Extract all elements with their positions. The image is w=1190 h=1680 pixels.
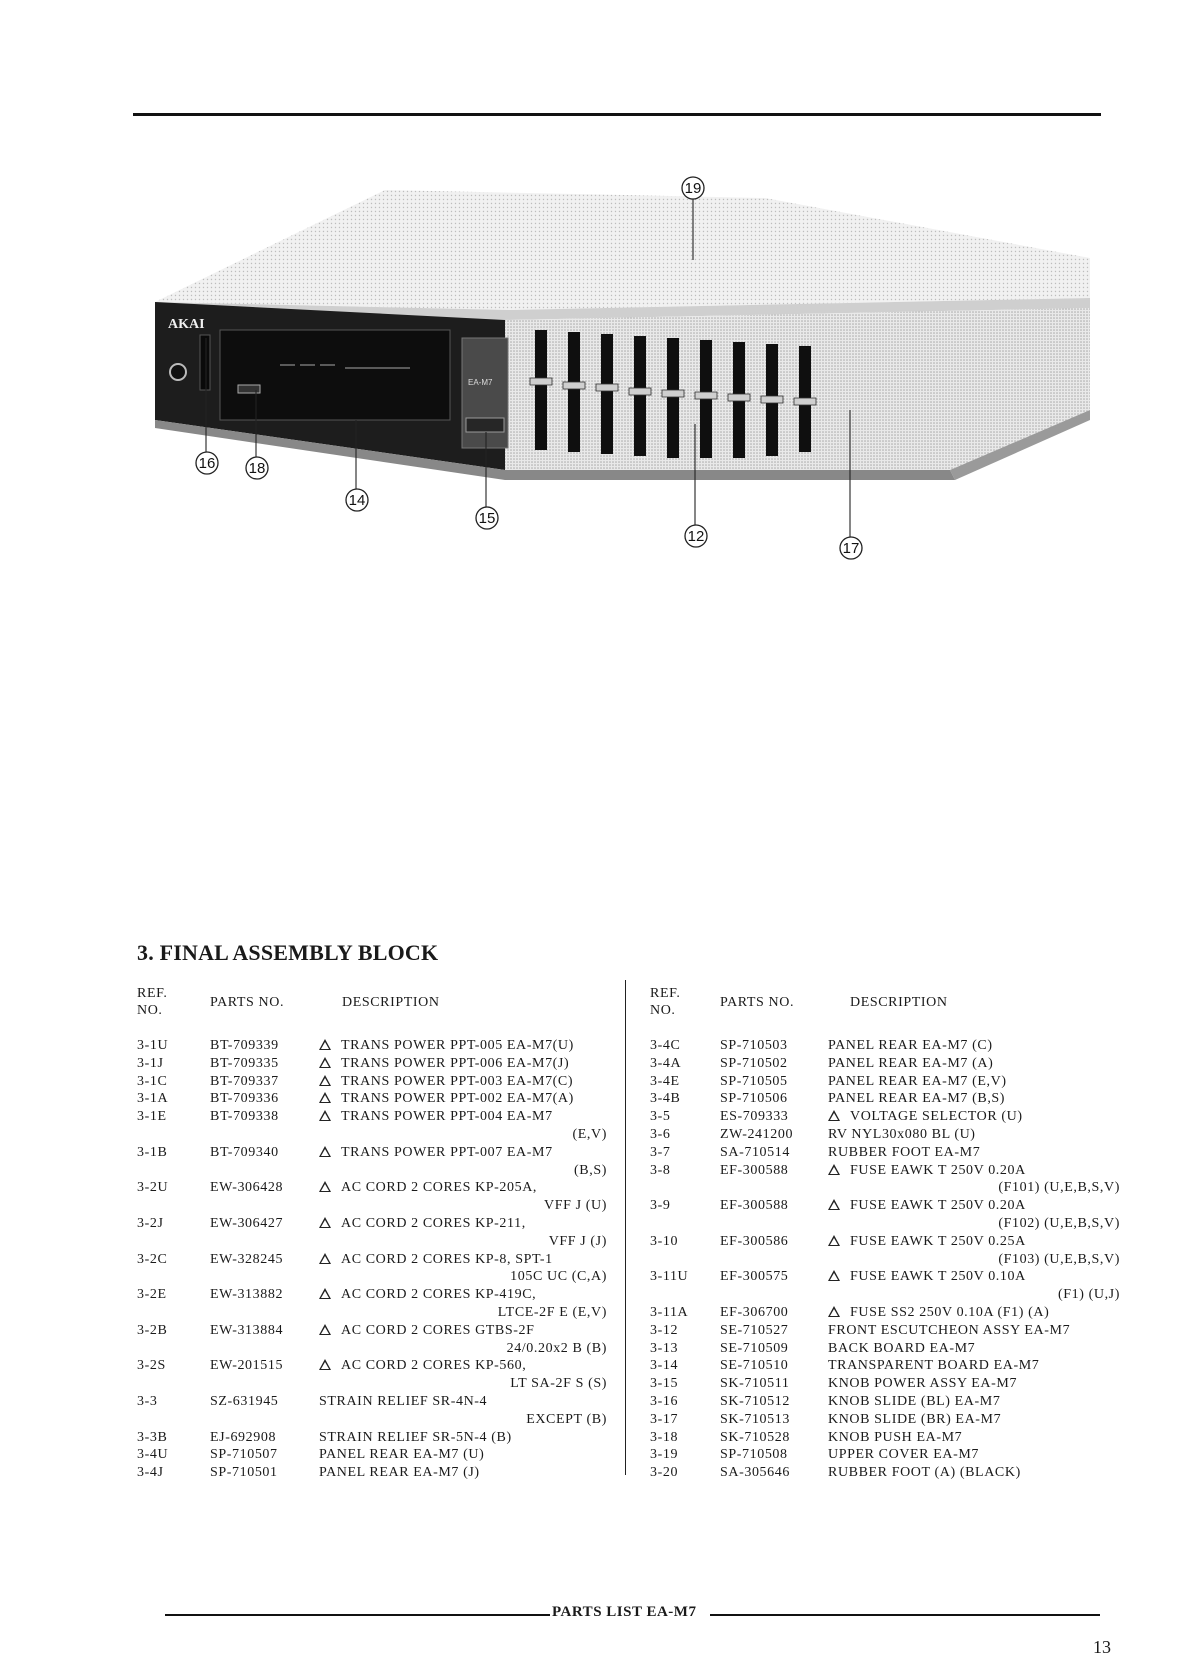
description-text: FUSE EAWK T 250V 0.10A (850, 1269, 1026, 1285)
ref-no: 3-13 (650, 1340, 679, 1356)
description-continuation: (B,S) (574, 1162, 607, 1178)
table-row (650, 1393, 1120, 1411)
warning-triangle-icon (319, 1359, 331, 1370)
parts-no: EW-306428 (210, 1180, 284, 1196)
table-header (650, 985, 1120, 1037)
ref-no: 3-4B (650, 1091, 681, 1107)
ref-no: 3-7 (650, 1144, 671, 1160)
parts-table-left (137, 985, 607, 1482)
description-continuation: LTCE-2F E (E,V) (497, 1304, 607, 1320)
description (828, 1090, 1135, 1108)
description (828, 1340, 1135, 1358)
right-rows (650, 1037, 1120, 1482)
description-text: KNOB SLIDE (BL) EA-M7 (828, 1393, 1001, 1409)
table-row (137, 1215, 607, 1233)
svg-text:12: 12 (687, 528, 705, 545)
callout-18 (246, 457, 268, 479)
product-figure (150, 170, 1090, 590)
description-text: KNOB SLIDE (BR) EA-M7 (828, 1411, 1002, 1427)
parts-no: BT-709340 (210, 1144, 279, 1160)
table-row (650, 1464, 1120, 1482)
parts-no: EW-313884 (210, 1322, 284, 1338)
parts-no: EW-313882 (210, 1287, 284, 1303)
description-continuation: (F102) (U,E,B,S,V) (998, 1215, 1120, 1231)
parts-no: BT-709335 (210, 1055, 279, 1071)
callout-16 (196, 452, 218, 474)
parts-no: SP-710507 (210, 1447, 278, 1463)
description-continuation: (F1) (U,J) (1058, 1287, 1120, 1303)
table-row (650, 1446, 1120, 1464)
header-parts-no: PARTS NO. (720, 995, 795, 1010)
footer-rule-right (710, 1614, 1100, 1616)
table-row (650, 1037, 1120, 1055)
description-text: BACK BOARD EA-M7 (828, 1340, 976, 1356)
ref-no: 3-1A (137, 1091, 169, 1107)
description-text: PANEL REAR EA-M7 (B,S) (828, 1091, 1006, 1107)
parts-no: SP-710505 (720, 1073, 788, 1089)
parts-no: SA-710514 (720, 1144, 790, 1160)
description (319, 1357, 607, 1375)
parts-no: SP-710501 (210, 1465, 278, 1481)
table-row (650, 1411, 1120, 1429)
description (319, 1073, 607, 1091)
callout-17 (840, 537, 862, 559)
parts-no: SP-710508 (720, 1447, 788, 1463)
push-button (238, 385, 260, 393)
parts-no: BT-709336 (210, 1091, 279, 1107)
parts-no: BT-709339 (210, 1038, 279, 1053)
top-cover (155, 190, 1090, 310)
footer-label: PARTS LIST EA-M7 (552, 1604, 697, 1620)
table-row (650, 1162, 1120, 1180)
warning-triangle-icon (828, 1270, 840, 1281)
table-row (650, 1090, 1120, 1108)
left-rows (137, 1037, 607, 1482)
ref-no: 3-10 (650, 1233, 679, 1249)
ref-no: 3-2E (137, 1287, 167, 1303)
description (828, 1055, 1135, 1073)
warning-triangle-icon (319, 1181, 331, 1192)
description (319, 1108, 607, 1126)
ref-no: 3-15 (650, 1376, 679, 1392)
description-continuation: LT SA-2F S (S) (510, 1376, 607, 1392)
ref-no: 3-16 (650, 1393, 679, 1409)
svg-text:16: 16 (198, 455, 216, 472)
table-row (650, 1108, 1120, 1126)
table-row (650, 1322, 1120, 1340)
table-row (137, 1357, 607, 1375)
display-window (220, 330, 450, 420)
table-row (650, 1197, 1120, 1215)
table-row (650, 1340, 1120, 1358)
description-text: RUBBER FOOT (A) (BLACK) (828, 1465, 1021, 1481)
ref-no: 3-19 (650, 1447, 679, 1463)
table-row (650, 1375, 1120, 1393)
description-text: PANEL REAR EA-M7 (A) (828, 1055, 994, 1071)
table-row (137, 1108, 607, 1126)
parts-no: EF-300586 (720, 1233, 789, 1249)
description-text: AC CORD 2 CORES KP-419C, (341, 1287, 537, 1303)
table-row (137, 1090, 607, 1108)
description-text: AC CORD 2 CORES KP-560, (341, 1358, 527, 1374)
header-description: DESCRIPTION (342, 995, 440, 1010)
section-title: 3. FINAL ASSEMBLY BLOCK (137, 940, 439, 965)
svg-text:17: 17 (842, 540, 860, 557)
ref-no: 3-4J (137, 1465, 164, 1481)
parts-no: EW-201515 (210, 1358, 284, 1374)
description (319, 1037, 607, 1055)
ref-no: 3-3B (137, 1429, 168, 1445)
callout-19 (682, 177, 704, 199)
description (828, 1037, 1135, 1055)
table-row (137, 1055, 607, 1073)
description (319, 1393, 607, 1411)
description-text: TRANS POWER PPT-006 EA-M7(J) (341, 1055, 570, 1071)
table-header (137, 985, 607, 1037)
parts-no: SZ-631945 (210, 1393, 279, 1409)
ref-no: 3-6 (650, 1126, 671, 1142)
table-row (650, 1073, 1120, 1091)
ref-no: 3-1C (137, 1073, 168, 1089)
table-row (137, 1393, 607, 1411)
description-text: AC CORD 2 CORES GTBS-2F (341, 1322, 535, 1338)
description (828, 1322, 1135, 1340)
ref-no: 3-20 (650, 1465, 679, 1481)
ref-no: 3-18 (650, 1429, 679, 1445)
warning-triangle-icon (319, 1057, 331, 1068)
description (319, 1251, 607, 1269)
parts-no: EF-306700 (720, 1304, 789, 1320)
ref-no: 3-1E (137, 1109, 167, 1125)
description (319, 1055, 607, 1073)
description (319, 1215, 607, 1233)
ref-no: 3-12 (650, 1322, 679, 1338)
description (319, 1446, 607, 1464)
description-continuation: 24/0.20x2 B (B) (506, 1340, 607, 1356)
warning-triangle-icon (319, 1110, 331, 1121)
ref-no: 3-2C (137, 1251, 168, 1267)
table-row (137, 1144, 607, 1162)
header-ref: REF. NO. (137, 986, 168, 1018)
description-text: PANEL REAR EA-M7 (C) (828, 1038, 993, 1053)
power-knob (466, 418, 504, 432)
description-text: TRANSPARENT BOARD EA-M7 (828, 1358, 1040, 1374)
header-parts-no: PARTS NO. (210, 995, 285, 1010)
model-label: EA-M7 (468, 378, 493, 387)
description-text: RV NYL30x080 BL (U) (828, 1126, 976, 1142)
table-row (137, 1073, 607, 1091)
description (828, 1393, 1135, 1411)
description-continuation: (F101) (U,E,B,S,V) (998, 1180, 1120, 1196)
description (828, 1233, 1135, 1251)
description-text: PANEL REAR EA-M7 (E,V) (828, 1073, 1007, 1089)
callout-14 (346, 489, 368, 511)
parts-no: SP-710506 (720, 1091, 788, 1107)
warning-triangle-icon (828, 1164, 840, 1175)
description-text: TRANS POWER PPT-007 EA-M7 (341, 1144, 553, 1160)
description-text: FUSE EAWK T 250V 0.20A (850, 1198, 1026, 1214)
description-continuation: VFF J (U) (544, 1198, 607, 1214)
callout-12 (685, 525, 707, 547)
ref-no: 3-4U (137, 1447, 169, 1463)
parts-no: EW-306427 (210, 1215, 284, 1231)
parts-no: SK-710511 (720, 1376, 790, 1392)
description-text: AC CORD 2 CORES KP-8, SPT-1 (341, 1251, 553, 1267)
svg-text:15: 15 (478, 510, 496, 527)
description (319, 1144, 607, 1162)
description-continuation: (F103) (U,E,B,S,V) (998, 1251, 1120, 1267)
table-row (650, 1357, 1120, 1375)
warning-triangle-icon (828, 1110, 840, 1121)
description-text: RUBBER FOOT EA-M7 (828, 1144, 981, 1160)
description (828, 1144, 1135, 1162)
description-text: STRAIN RELIEF SR-5N-4 (B) (319, 1429, 512, 1445)
table-row (650, 1304, 1120, 1322)
ref-no: 3-1U (137, 1038, 169, 1053)
description-text: FUSE EAWK T 250V 0.20A (850, 1162, 1026, 1178)
parts-no: EJ-692908 (210, 1429, 277, 1445)
ref-no: 3-9 (650, 1198, 671, 1214)
table-row (137, 1286, 607, 1304)
description (828, 1197, 1135, 1215)
description-text: TRANS POWER PPT-004 EA-M7 (341, 1109, 553, 1125)
callout-15 (476, 507, 498, 529)
description (828, 1429, 1135, 1447)
parts-no: EF-300588 (720, 1162, 789, 1178)
warning-triangle-icon (319, 1092, 331, 1103)
description (828, 1268, 1135, 1286)
description-text: TRANS POWER PPT-005 EA-M7(U) (341, 1038, 574, 1053)
ref-no: 3-1B (137, 1144, 168, 1160)
table-row (137, 1251, 607, 1269)
warning-triangle-icon (319, 1288, 331, 1299)
svg-text:19: 19 (684, 180, 702, 197)
parts-no: SK-710512 (720, 1393, 790, 1409)
description-text: FUSE EAWK T 250V 0.25A (850, 1233, 1026, 1249)
description (828, 1446, 1135, 1464)
description-text: AC CORD 2 CORES KP-211, (341, 1215, 526, 1231)
description (828, 1375, 1135, 1393)
top-rule (133, 113, 1101, 116)
ref-no: 3-17 (650, 1411, 679, 1427)
description-text: AC CORD 2 CORES KP-205A, (341, 1180, 538, 1196)
description-text: FUSE SS2 250V 0.10A (F1) (A) (850, 1304, 1050, 1320)
description (319, 1179, 607, 1197)
parts-no: SK-710513 (720, 1411, 790, 1427)
table-row (137, 1429, 607, 1447)
description (828, 1162, 1135, 1180)
description (828, 1357, 1135, 1375)
parts-no: BT-709338 (210, 1109, 279, 1125)
parts-no: EF-300575 (720, 1269, 789, 1285)
svg-text:14: 14 (348, 492, 366, 509)
description-text: KNOB PUSH EA-M7 (828, 1429, 963, 1445)
ref-no: 3-8 (650, 1162, 671, 1178)
warning-triangle-icon (828, 1235, 840, 1246)
ref-no: 3-5 (650, 1109, 671, 1125)
parts-no: SP-710502 (720, 1055, 788, 1071)
ref-no: 3-3 (137, 1393, 158, 1409)
ref-no: 3-4E (650, 1073, 680, 1089)
description (319, 1286, 607, 1304)
warning-triangle-icon (319, 1039, 331, 1050)
ref-no: 3-11U (650, 1269, 689, 1285)
warning-triangle-icon (319, 1324, 331, 1335)
description (828, 1073, 1135, 1091)
eq-sliders (530, 330, 816, 458)
warning-triangle-icon (828, 1306, 840, 1317)
table-row (650, 1144, 1120, 1162)
description (319, 1090, 607, 1108)
parts-no: SA-305646 (720, 1465, 790, 1481)
description (319, 1322, 607, 1340)
parts-no: SP-710503 (720, 1038, 788, 1053)
svg-text:18: 18 (248, 460, 266, 477)
parts-no: EF-300588 (720, 1198, 789, 1214)
brand-logo: AKAI (168, 317, 205, 332)
table-row (137, 1037, 607, 1055)
description (828, 1108, 1135, 1126)
header-description: DESCRIPTION (850, 995, 948, 1010)
parts-no: BT-709337 (210, 1073, 279, 1089)
table-row (137, 1464, 607, 1482)
parts-table-right (650, 985, 1120, 1482)
description-text: KNOB POWER ASSY EA-M7 (828, 1376, 1018, 1392)
description-text: TRANS POWER PPT-003 EA-M7(C) (341, 1073, 574, 1089)
description-continuation: (E,V) (572, 1126, 607, 1142)
description (828, 1464, 1135, 1482)
description-continuation: 105C UC (C,A) (510, 1269, 607, 1285)
table-row (137, 1322, 607, 1340)
ref-no: 3-4A (650, 1055, 682, 1071)
ref-no: 3-2B (137, 1322, 168, 1338)
warning-triangle-icon (319, 1217, 331, 1228)
table-row (650, 1268, 1120, 1286)
description (828, 1126, 1135, 1144)
column-divider (625, 980, 626, 1475)
table-row (650, 1126, 1120, 1144)
warning-triangle-icon (319, 1146, 331, 1157)
parts-no: ES-709333 (720, 1109, 789, 1125)
description (319, 1464, 607, 1482)
warning-triangle-icon (828, 1199, 840, 1210)
description-text: STRAIN RELIEF SR-4N-4 (319, 1393, 488, 1409)
parts-no: EW-328245 (210, 1251, 284, 1267)
description-text: VOLTAGE SELECTOR (U) (850, 1109, 1023, 1125)
headphone-jack (170, 364, 186, 380)
table-row (137, 1179, 607, 1197)
footer-rule-left (165, 1614, 550, 1616)
parts-no: ZW-241200 (720, 1126, 794, 1142)
table-row (650, 1233, 1120, 1251)
warning-triangle-icon (319, 1253, 331, 1264)
description-continuation: VFF J (J) (548, 1233, 607, 1249)
parts-no: SE-710510 (720, 1358, 789, 1374)
parts-no: SE-710509 (720, 1340, 789, 1356)
page-number: 13 (1093, 1637, 1111, 1657)
table-row (137, 1446, 607, 1464)
ref-no: 3-11A (650, 1304, 689, 1320)
description (828, 1304, 1135, 1322)
parts-no: SE-710527 (720, 1322, 789, 1338)
equalizer-illustration (150, 170, 1090, 590)
ref-no: 3-4C (650, 1038, 681, 1053)
ref-no: 3-1J (137, 1055, 164, 1071)
description-text: PANEL REAR EA-M7 (J) (319, 1465, 480, 1481)
ref-no: 3-2J (137, 1215, 164, 1231)
ref-no: 3-14 (650, 1358, 679, 1374)
led-indicator (200, 335, 210, 390)
description-text: FRONT ESCUTCHEON ASSY EA-M7 (828, 1322, 1071, 1338)
description-text: UPPER COVER EA-M7 (828, 1447, 979, 1463)
description-text: TRANS POWER PPT-002 EA-M7(A) (341, 1091, 574, 1107)
warning-triangle-icon (319, 1075, 331, 1086)
front-panel-right (505, 308, 1090, 470)
ref-no: 3-2S (137, 1358, 166, 1374)
description (319, 1429, 607, 1447)
header-ref: REF. NO. (650, 986, 681, 1018)
description-text: PANEL REAR EA-M7 (U) (319, 1447, 485, 1463)
description-continuation: EXCEPT (B) (526, 1411, 607, 1427)
description (828, 1411, 1135, 1429)
ref-no: 3-2U (137, 1180, 169, 1196)
parts-no: SK-710528 (720, 1429, 790, 1445)
table-row (650, 1055, 1120, 1073)
table-row (650, 1429, 1120, 1447)
